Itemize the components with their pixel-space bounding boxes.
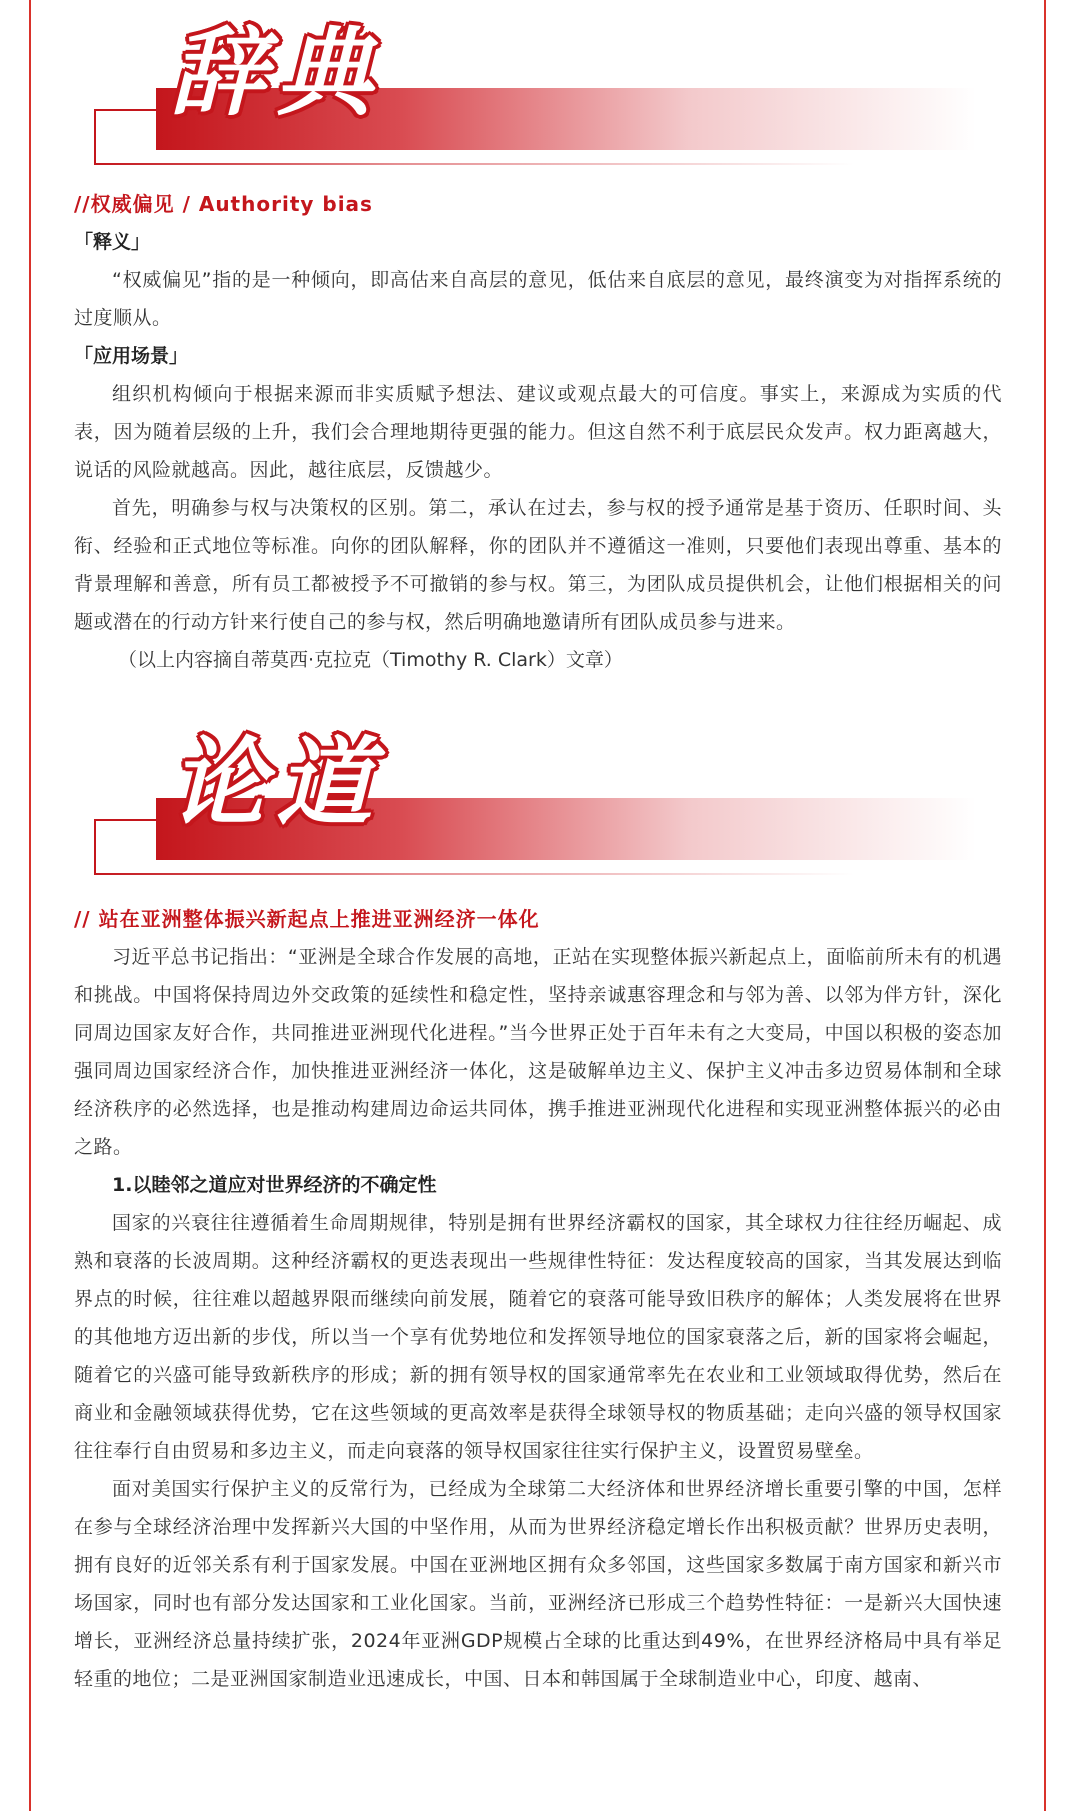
- banner-title: 辞典: [170, 16, 382, 129]
- banner-bracket-top: [94, 819, 156, 821]
- banner-bracket-bottom: [94, 873, 854, 875]
- article-section: [74, 900, 1002, 1698]
- banner-title: 论道: [170, 726, 382, 839]
- term-heading: //权威偏见 / Authority bias: [74, 192, 373, 216]
- scenario-label: 「应用场景」: [74, 345, 189, 367]
- body-paragraph: 面对美国实行保护主义的反常行为，已经成为全球第二大经济体和世界经济增长重要引擎的中国，怎样在参与全球经济治理中发挥新兴大国的中坚作用，从而为世界经济稳定增长作出积极贡献？世界历史表明，拥有良好的近邻关系有利于国家发展。中国在亚洲地区拥有众多邻国，这些国家多数属于南方国家和新兴市场国家，同时也有部分发达国家和工业化国家。当前，亚洲经济已形成三个趋势性特征：一是新兴大国快速增长，亚洲经济总量持续扩张，2024年亚洲GDP规模占全球的比重达到49%，在世界经济格局中具有举足轻重的地位；二是亚洲国家制造业迅速成长，中国、日本和韩国属于全球制造业中心，印度、越南、: [74, 1478, 1002, 1690]
- banner-bracket-side: [94, 819, 96, 875]
- body-paragraph: 国家的兴衰往往遵循着生命周期规律，特别是拥有世界经济霸权的国家，其全球权力往往经历崛起、成熟和衰落的长波周期。这种经济霸权的更迭表现出一些规律性特征：发达程度较高的国家，当其发展达到临界点的时候，往往难以超越界限而继续向前发展，随着它的衰落可能导致旧秩序的解体；人类发展将在世界的其他地方迈出新的步伐，所以当一个享有优势地位和发挥领导地位的国家衰落之后，新的国家将会崛起，随着它的兴盛可能导致新秩序的形成；新的拥有领导权的国家通常率先在农业和工业领域取得优势，然后在商业和金融领域获得优势，它在这些领域的更高效率是获得全球领导权的物质基础；走向兴盛的领导权国家往往奉行自由贸易和多边主义，而走向衰落的领导权国家往往实行保护主义，设置贸易壁垒。: [74, 1212, 1002, 1462]
- section-banner-discourse: [90, 718, 950, 868]
- banner-bracket-top: [94, 109, 156, 111]
- scenario-paragraph: 首先，明确参与权与决策权的区别。第二，承认在过去，参与权的授予通常是基于资历、任职时间、头衔、经验和正式地位等标准。向你的团队解释，你的团队并不遵循这一准则，只要他们表现出尊重、基本的背景理解和善意，所有员工都被授予不可撤销的参与权。第三，为团队成员提供机会，让他们根据相关的问题或潜在的行动方针来行使自己的参与权，然后明确地邀请所有团队成员参与进来。: [74, 497, 1002, 633]
- banner-bracket-side: [94, 109, 96, 165]
- definition-label: 「释义」: [74, 231, 151, 253]
- intro-paragraph: 习近平总书记指出：“亚洲是全球合作发展的高地，正站在实现整体振兴新起点上，面临前所未有的机遇和挑战。中国将保持周边外交政策的延续性和稳定性，坚持亲诚惠容理念和与邻为善、以邻为伴方针，深化同周边国家友好合作，共同推进亚洲现代化进程。”当今世界正处于百年未有之大变局，中国以积极的姿态加强同周边国家经济合作，加快推进亚洲经济一体化，这是破解单边主义、保护主义冲击多边贸易体制和全球经济秩序的必然选择，也是推动构建周边命运共同体，携手推进亚洲现代化进程和实现亚洲整体振兴的必由之路。: [74, 946, 1002, 1158]
- section-banner-dictionary: [90, 8, 950, 158]
- page-frame-left-line: [29, 0, 31, 1811]
- article-heading: // 站在亚洲整体振兴新起点上推进亚洲经济一体化: [74, 907, 540, 931]
- definition-text: “权威偏见”指的是一种倾向，即高估来自高层的意见，低估来自底层的意见，最终演变为对指挥系统的过度顺从。: [74, 269, 1002, 329]
- source-note: （以上内容摘自蒂莫西·克拉克（Timothy R. Clark）文章）: [118, 649, 623, 671]
- subheading: 1.以睦邻之道应对世界经济的不确定性: [112, 1174, 437, 1196]
- page-frame-right-line: [1044, 0, 1046, 1811]
- dictionary-section: [74, 185, 1002, 679]
- banner-bracket-bottom: [94, 163, 854, 165]
- scenario-paragraph: 组织机构倾向于根据来源而非实质赋予想法、建议或观点最大的可信度。事实上，来源成为实质的代表，因为随着层级的上升，我们会合理地期待更强的能力。但这自然不利于底层民众发声。权力距离越大，说话的风险就越高。因此，越往底层，反馈越少。: [74, 383, 1002, 481]
